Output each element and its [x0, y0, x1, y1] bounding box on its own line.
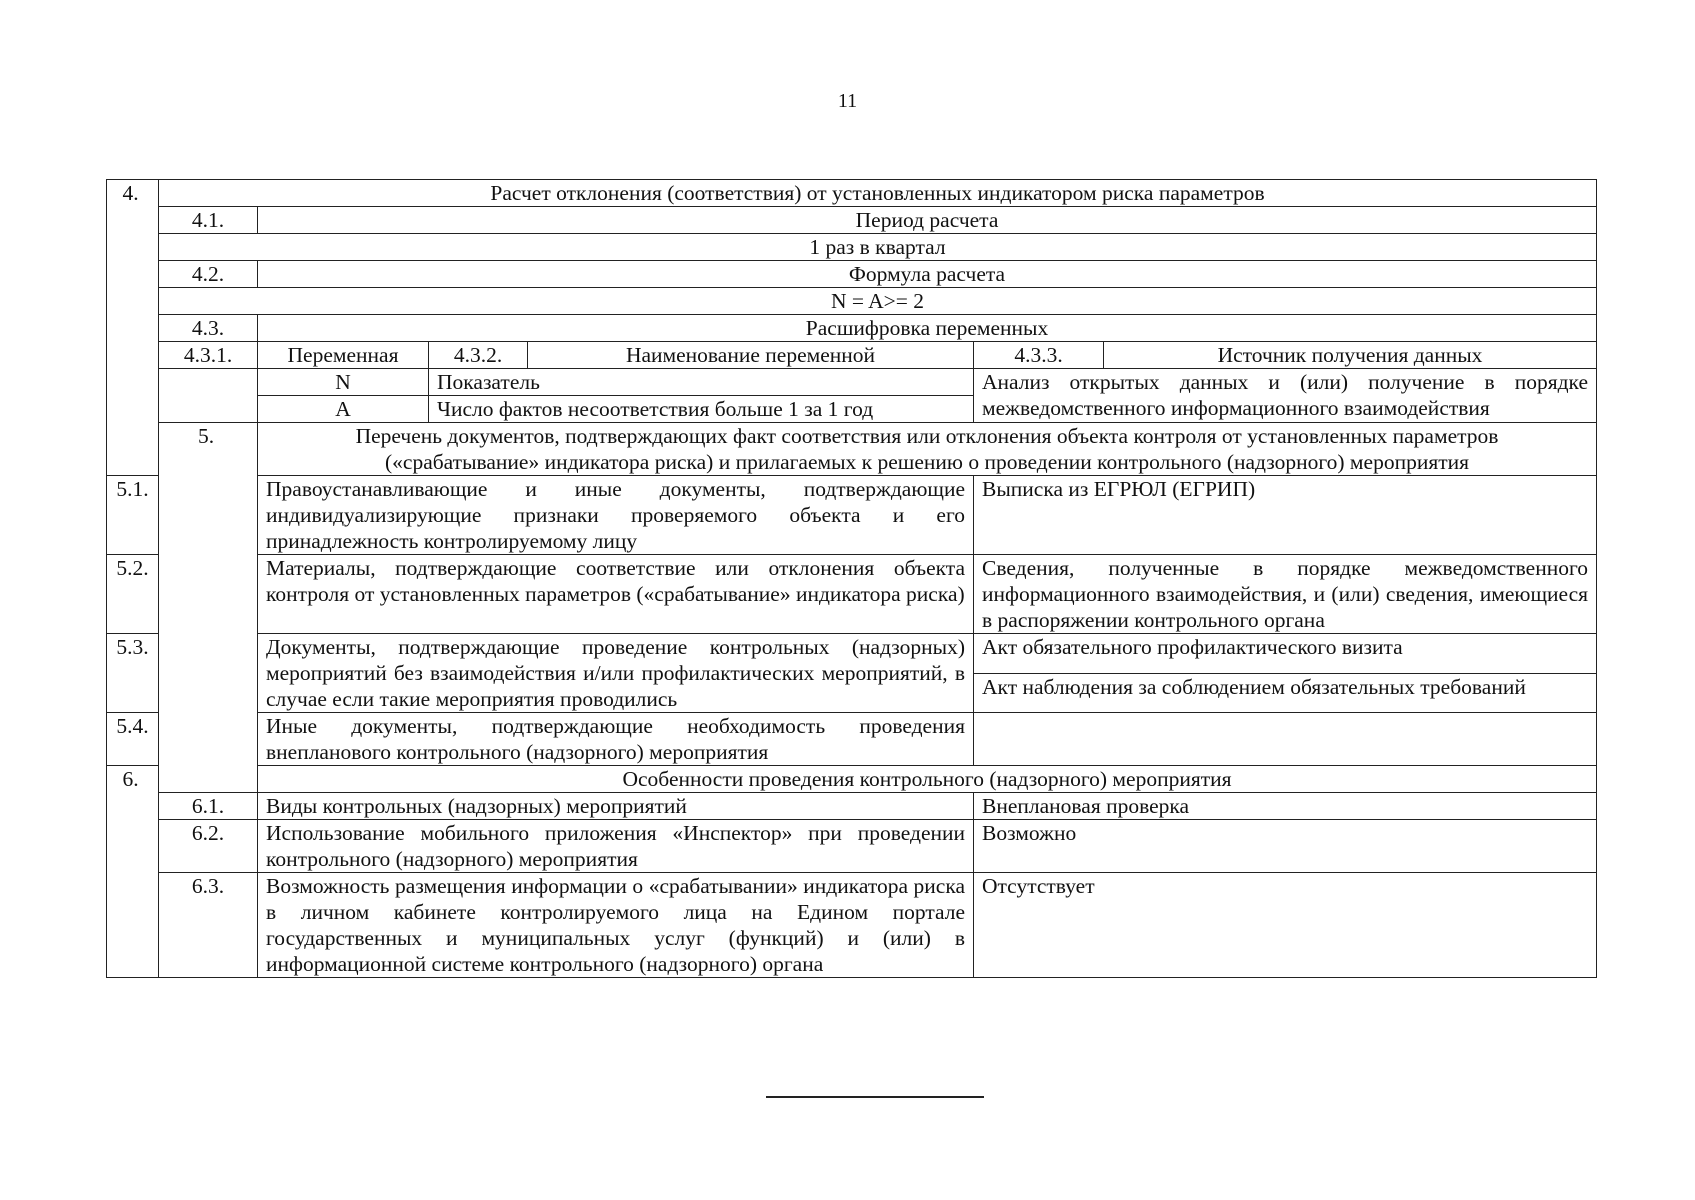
item-description: Иные документы, подтверждающие необходимость проведения внепланового контрольного (надзорного) мероприятия — [258, 713, 974, 766]
row-5-1 — [107, 476, 1597, 555]
variable-name: Число фактов несоответствия больше 1 за 1 год — [429, 396, 974, 423]
column-number: 4.3.1. — [159, 342, 258, 369]
item-description: Виды контрольных (надзорных) мероприятий — [258, 793, 974, 820]
variable-symbol: N — [258, 369, 429, 396]
item-description: Документы, подтверждающие проведение контрольных (надзорных) мероприятий без взаимодействия и/или профилактических мероприятий, в случае если такие мероприятия проводились — [258, 634, 974, 713]
row-6-3 — [107, 873, 1597, 978]
variable-row — [107, 369, 1597, 396]
column-number: 4.3.2. — [429, 342, 528, 369]
item-value: Выписка из ЕГРЮЛ (ЕГРИП) — [974, 476, 1597, 555]
section-5-header-row — [107, 423, 1597, 476]
variable-symbol: A — [258, 396, 429, 423]
row-6-2 — [107, 820, 1597, 873]
item-number: 5.1. — [107, 476, 159, 555]
item-number: 4.3. — [159, 315, 258, 342]
item-label: Формула расчета — [258, 261, 1597, 288]
item-description: Правоустанавливающие и иные документы, подтверждающие индивидуализирующие признаки проверяемого объекта и его принадлежность контролируемому лицу — [258, 476, 974, 555]
column-header-name: Наименование переменной — [528, 342, 974, 369]
empty-cell — [159, 369, 258, 396]
empty-cell — [159, 396, 258, 423]
calculation-period-value: 1 раз в квартал — [159, 234, 1597, 261]
row-4-1 — [107, 207, 1597, 234]
row-5-4 — [107, 713, 1597, 766]
item-value: Сведения, полученные в порядке межведомственного информационного взаимодействия, и (или) сведения, имеющиеся в распоряжении контрольного органа — [974, 555, 1597, 634]
item-description: Возможность размещения информации о «срабатывании» индикатора риска в личном кабинете контролируемого лица на Едином портале государственных и муниципальных услуг (функций) и (или) в информационной системе контрольного (надзорного) органа — [258, 873, 974, 978]
row-4-1-value — [107, 234, 1597, 261]
row-6-1 — [107, 793, 1597, 820]
row-5-2 — [107, 555, 1597, 634]
item-label: Период расчета — [258, 207, 1597, 234]
section-6-title: Особенности проведения контрольного (надзорного) мероприятия — [258, 766, 1597, 793]
end-of-document-rule — [766, 1096, 984, 1098]
column-header-variable: Переменная — [258, 342, 429, 369]
column-header-source: Источник получения данных — [1104, 342, 1597, 369]
section-6-number: 6. — [107, 766, 159, 978]
row-5-3 — [107, 634, 1597, 674]
row-4-2-value — [107, 288, 1597, 315]
item-description: Материалы, подтверждающие соответствие или отклонения объекта контроля от установленных параметров («срабатывание» индикатора риска) — [258, 555, 974, 634]
item-number: 4.2. — [159, 261, 258, 288]
section-4-title: Расчет отклонения (соответствия) от установленных индикатором риска параметров — [159, 180, 1597, 207]
item-value: Акт наблюдения за соблюдением обязательных требований — [974, 673, 1597, 713]
item-number: 6.2. — [159, 820, 258, 873]
item-number: 4.1. — [159, 207, 258, 234]
item-number: 5.2. — [107, 555, 159, 634]
data-source: Анализ открытых данных и (или) получение в порядке межведомственного информационного взаимодействия — [974, 369, 1597, 423]
item-value: Возможно — [974, 820, 1597, 873]
item-value: Отсутствует — [974, 873, 1597, 978]
item-number: 5.4. — [107, 713, 159, 766]
item-value: Внеплановая проверка — [974, 793, 1597, 820]
item-label: Расшифровка переменных — [258, 315, 1597, 342]
item-description: Использование мобильного приложения «Инспектор» при проведении контрольного (надзорного) мероприятия — [258, 820, 974, 873]
column-number: 4.3.3. — [974, 342, 1104, 369]
variable-name: Показатель — [429, 369, 974, 396]
variables-header-row — [107, 342, 1597, 369]
section-6-header-row — [107, 766, 1597, 793]
row-4-3 — [107, 315, 1597, 342]
section-4-number: 4. — [107, 180, 159, 476]
item-value: Акт обязательного профилактического визита — [974, 634, 1597, 674]
page-number: 11 — [837, 90, 858, 112]
section-5-title: Перечень документов, подтверждающих факт соответствия или отклонения объекта контроля от установленных параметров («срабатывание» индикатора риска) и прилагаемых к решению о проведении контрольного (надзорного) мероприятия — [258, 423, 1597, 476]
item-number: 6.3. — [159, 873, 258, 978]
section-5-number: 5. — [159, 423, 258, 793]
risk-indicator-table — [106, 179, 1597, 978]
row-4-2 — [107, 261, 1597, 288]
item-value — [974, 713, 1597, 766]
formula-value: N = A>= 2 — [159, 288, 1597, 315]
section-4-header-row — [107, 180, 1597, 207]
item-number: 6.1. — [159, 793, 258, 820]
item-number: 5.3. — [107, 634, 159, 713]
